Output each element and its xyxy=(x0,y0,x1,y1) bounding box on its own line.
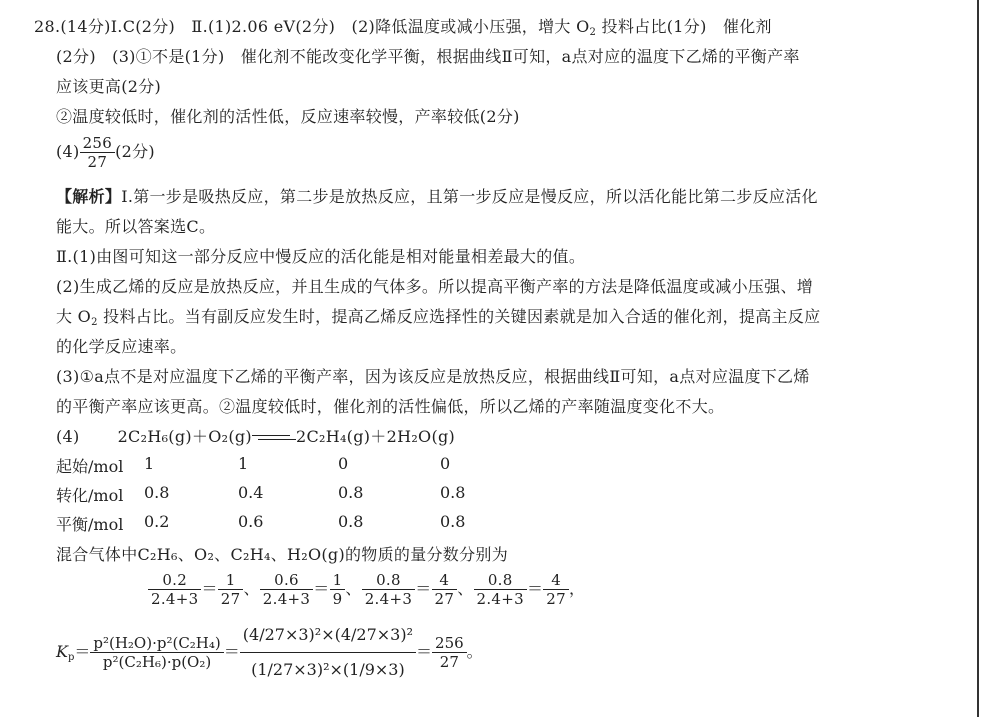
analysis-p4a: (3)①a点不是对应温度下乙烯的平衡产率，因为该反应是放热反应，根据曲线Ⅱ可知，a点对应温度下乙烯 xyxy=(56,367,810,386)
analysis-p3c: 的化学反应速率。 xyxy=(56,337,187,356)
analysis-p4b: 的平衡产率应该更高。②温度较低时，催化剂的活性偏低，所以乙烯的产率随温度变化不大。 xyxy=(56,397,725,416)
equilibrium-arrow-icon xyxy=(252,433,296,443)
answer-line-3: 应该更高(2分) xyxy=(56,77,162,96)
table-row-label: 转化/mol xyxy=(56,486,124,505)
analysis-p1a: 【解析】Ⅰ.第一步是吸热反应，第二步是放热反应，且第一步反应是慢反应，所以活化能比第二步反应活化 xyxy=(56,187,818,206)
analysis-p2: Ⅱ.(1)由图可知这一部分反应中慢反应的活化能是相对能量相差最大的值。 xyxy=(56,247,586,266)
analysis-p1b: 能大。所以答案选C。 xyxy=(56,217,216,236)
table-row-label: 平衡/mol xyxy=(56,515,124,534)
answer-line-2: (2分) (3)①不是(1分) 催化剂不能改变化学平衡，根据曲线Ⅱ可知，a点对应的温度下乙烯的平衡产率 xyxy=(56,47,800,66)
analysis-p3a: (2)生成乙烯的反应是放热反应，并且生成的气体多。所以提高平衡产率的方法是降低温度或减小压强、增 xyxy=(56,277,814,296)
ice-table: 起始/mol 1 1 0 0 转化/mol 0.8 0.4 0.8 0.8 平衡/mol 0.2 0.6 0.8 0.8 xyxy=(56,454,466,534)
mix-fraction-text: 混合气体中C₂H₆、O₂、C₂H₄、H₂O(g)的物质的量分数分别为 xyxy=(56,545,508,564)
cut-off-top-line xyxy=(52,0,952,3)
answer-fraction: $\frac{256}{27}$ xyxy=(80,134,116,171)
kp-expression: $K_p=$ $\frac{\text{p²(H₂O)·p²(C₂H₄)}}{\text{p²(C₂H₆)·p(O₂)}}$ ＝ $\frac{\text{(4/27×3)²×(4/27×3)²}}{\text{(1/27×3)²×(1/9×3)}}$ ＝ $\frac{256}{27}$ 。 xyxy=(56,618,483,687)
page-right-border xyxy=(977,0,979,717)
question-header: 28.(14分)Ⅰ.C(2分) Ⅱ.(1)2.06 eV(2分) (2)降低温度或减小压强，增大 $O_2$ 投料占比(1分) 催化剂 xyxy=(34,17,772,38)
answer-line-4: ②温度较低时，催化剂的活性低，反应速率较慢，产率较低(2分) xyxy=(56,107,520,126)
fraction-row: $\frac{0.2}{2.4+3}$ ＝ $\frac{1}{27}$ 、 $\frac{0.6}{2.4+3}$ ＝ $\frac{1}{9}$ 、 $\frac{0.8}{2.4+3}$ ＝ $\frac{4}{27}$ 、 $\frac{0.8}{2.4+3}$ ＝ $\frac{4}{27}$ ， xyxy=(148,571,585,608)
answer-line-5: (4) $\frac{256}{27}$ (2分) xyxy=(56,134,155,171)
table-row-label: 起始/mol xyxy=(56,457,124,476)
analysis-p3b: 大 $O_2$ 投料占比。当有副反应发生时，提高乙烯反应选择性的关键因素就是加入合适的催化剂，提高主反应 xyxy=(56,307,821,328)
reaction-equation: (4) 2C₂H₆(g)＋O₂(g) 2C₂H₄(g)＋2H₂O(g) xyxy=(56,427,456,446)
